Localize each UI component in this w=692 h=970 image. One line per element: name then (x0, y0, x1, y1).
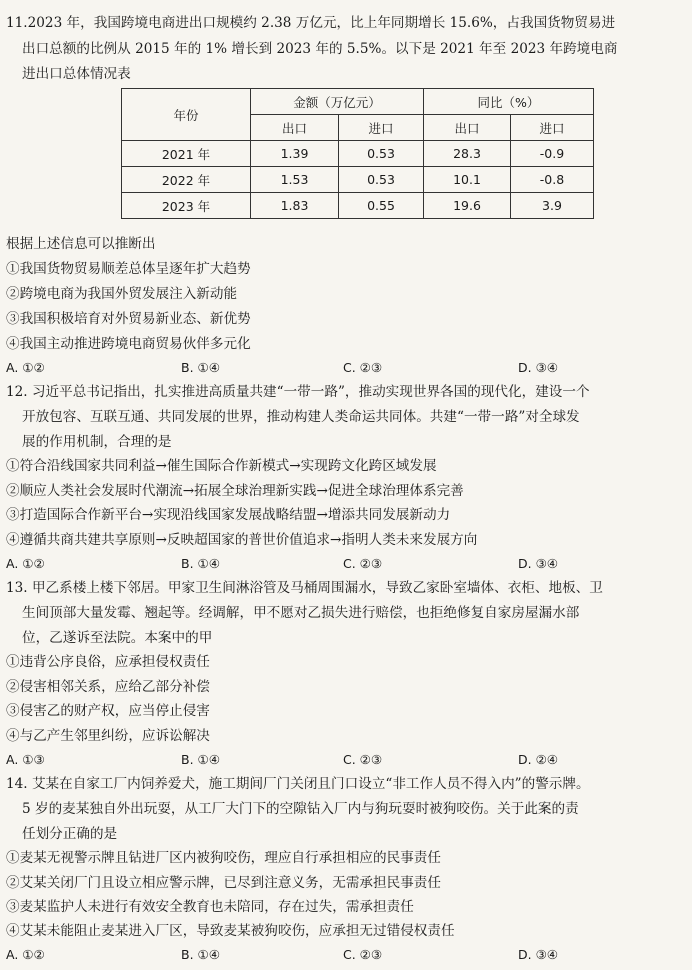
q11-choice-a[interactable]: A. ①② (6, 360, 45, 375)
q13-stem-line-3: 位，乙遂诉至法院。本案中的甲 (22, 630, 213, 646)
table-cell-export-yoy: 19.6 (424, 193, 511, 219)
q14-item-2: ②艾某关闭厂门且设立相应警示牌，已尽到注意义务，无需承担民事责任 (6, 875, 441, 891)
table-cell-import-yoy: -0.9 (511, 141, 594, 167)
q12-stem-line-1: 12. 习近平总书记指出，扎实推进高质量共建“一带一路”，推动实现世界各国的现代化，建设一个 (6, 384, 590, 400)
table-cell-export-amount: 1.83 (251, 193, 339, 219)
q12-stem-line-2: 开放包容、互联互通、共同发展的世界，推动构建人类命运共同体。共建“一带一路”对全球发 (22, 409, 580, 425)
q11-stem-line-1: 11.2023 年，我国跨境电商进出口规模约 2.38 万亿元，比上年同期增长 15.6%，占我国货物贸易进 (6, 15, 616, 31)
q14-item-1: ①麦某无视警示牌且钻进厂区内被狗咬伤，理应自行承担相应的民事责任 (6, 850, 441, 866)
q12-choice-d[interactable]: D. ③④ (518, 556, 558, 571)
table-cell-export-yoy: 10.1 (424, 167, 511, 193)
q13-item-1: ①违背公序良俗，应承担侵权责任 (6, 654, 210, 670)
table-row (122, 141, 594, 167)
table-header-amount: 金额（万亿元） (251, 89, 424, 115)
table-row (122, 193, 594, 219)
q13-choice-d[interactable]: D. ②④ (518, 752, 558, 767)
q14-choice-d[interactable]: D. ③④ (518, 947, 558, 962)
q12-stem-line-3: 展的作用机制，合理的是 (22, 434, 172, 450)
q11-item-1: ①我国货物贸易顺差总体呈逐年扩大趋势 (6, 261, 251, 277)
q14-stem-line-1: 14. 艾某在自家工厂内饲养爱犬，施工期间厂门关闭且门口设立“非工作人员不得入内”的警示牌。 (6, 776, 590, 792)
q14-choice-c[interactable]: C. ②③ (343, 947, 383, 962)
table-cell-export-amount: 1.53 (251, 167, 339, 193)
q11-item-2: ②跨境电商为我国外贸发展注入新动能 (6, 286, 238, 302)
q14-choice-b[interactable]: B. ①④ (181, 947, 220, 962)
table-cell-import-yoy: 3.9 (511, 193, 594, 219)
table-cell-export-amount: 1.39 (251, 141, 339, 167)
q14-item-3: ③麦某监护人未进行有效安全教育也未陪同，存在过失，需承担责任 (6, 899, 414, 915)
q14-item-4: ④艾某未能阻止麦某进入厂区，导致麦某被狗咬伤，应承担无过错侵权责任 (6, 923, 455, 939)
q13-item-2: ②侵害相邻关系，应给乙部分补偿 (6, 679, 210, 695)
q12-choice-b[interactable]: B. ①④ (181, 556, 220, 571)
table-header-yoy: 同比（%） (424, 89, 594, 115)
q12-choice-a[interactable]: A. ①② (6, 556, 45, 571)
table-subheader-import-amount: 进口 (339, 115, 424, 141)
q12-item-1: ①符合沿线国家共同利益→催生国际合作新模式→实现跨文化跨区域发展 (6, 458, 437, 474)
table-cell-year: 2022 年 (122, 167, 251, 193)
table-subheader-export-amount: 出口 (251, 115, 339, 141)
table-cell-import-amount: 0.55 (339, 193, 424, 219)
table-row (122, 167, 594, 193)
table-subheader-import-yoy: 进口 (511, 115, 594, 141)
q11-prompt: 根据上述信息可以推断出 (6, 236, 156, 252)
q13-stem-line-2: 生间顶部大量发霉、翘起等。经调解，甲不愿对乙损失进行赔偿，也拒绝修复自家房屋漏水部 (22, 605, 580, 621)
q14-choice-a[interactable]: A. ①② (6, 947, 45, 962)
table-cell-import-amount: 0.53 (339, 167, 424, 193)
q13-item-3: ③侵害乙的财产权，应当停止侵害 (6, 703, 210, 719)
q12-item-4: ④遵循共商共建共享原则→反映超国家的普世价值追求→指明人类未来发展方向 (6, 532, 478, 548)
q12-item-2: ②顺应人类社会发展时代潮流→拓展全球治理新实践→促进全球治理体系完善 (6, 483, 464, 499)
q14-stem-line-3: 任划分正确的是 (22, 826, 118, 842)
q12-item-3: ③打造国际合作新平台→实现沿线国家发展战略结盟→增添共同发展新动力 (6, 507, 451, 523)
q13-choice-a[interactable]: A. ①③ (6, 752, 45, 767)
table-subheader-export-yoy: 出口 (424, 115, 511, 141)
table-cell-year: 2021 年 (122, 141, 251, 167)
q13-choice-c[interactable]: C. ②③ (343, 752, 383, 767)
q11-stem-line-3: 进出口总体情况表 (22, 66, 131, 82)
q13-stem-line-1: 13. 甲乙系楼上楼下邻居。甲家卫生间淋浴管及马桶周围漏水，导致乙家卧室墙体、衣柜、地板、卫 (6, 580, 603, 596)
table-cell-year: 2023 年 (122, 193, 251, 219)
table-header-year: 年份 (122, 89, 251, 141)
q11-stem-line-2: 出口总额的比例从 2015 年的 1% 增长到 2023 年的 5.5%。以下是 2021 年至 2023 年跨境电商 (22, 41, 618, 57)
table-cell-export-yoy: 28.3 (424, 141, 511, 167)
cross-border-ecommerce-table (121, 88, 594, 219)
q11-choice-d[interactable]: D. ③④ (518, 360, 558, 375)
q11-item-4: ④我国主动推进跨境电商贸易伙伴多元化 (6, 336, 251, 352)
q11-choice-b[interactable]: B. ①④ (181, 360, 220, 375)
q13-item-4: ④与乙产生邻里纠纷，应诉讼解决 (6, 728, 210, 744)
table-cell-import-yoy: -0.8 (511, 167, 594, 193)
q11-item-3: ③我国积极培育对外贸易新业态、新优势 (6, 311, 251, 327)
q11-choice-c[interactable]: C. ②③ (343, 360, 383, 375)
table-cell-import-amount: 0.53 (339, 141, 424, 167)
q14-stem-line-2: 5 岁的麦某独自外出玩耍，从工厂大门下的空隙钻入厂内与狗玩耍时被狗咬伤。关于此案的责 (22, 801, 579, 817)
q12-choice-c[interactable]: C. ②③ (343, 556, 383, 571)
q13-choice-b[interactable]: B. ①④ (181, 752, 220, 767)
